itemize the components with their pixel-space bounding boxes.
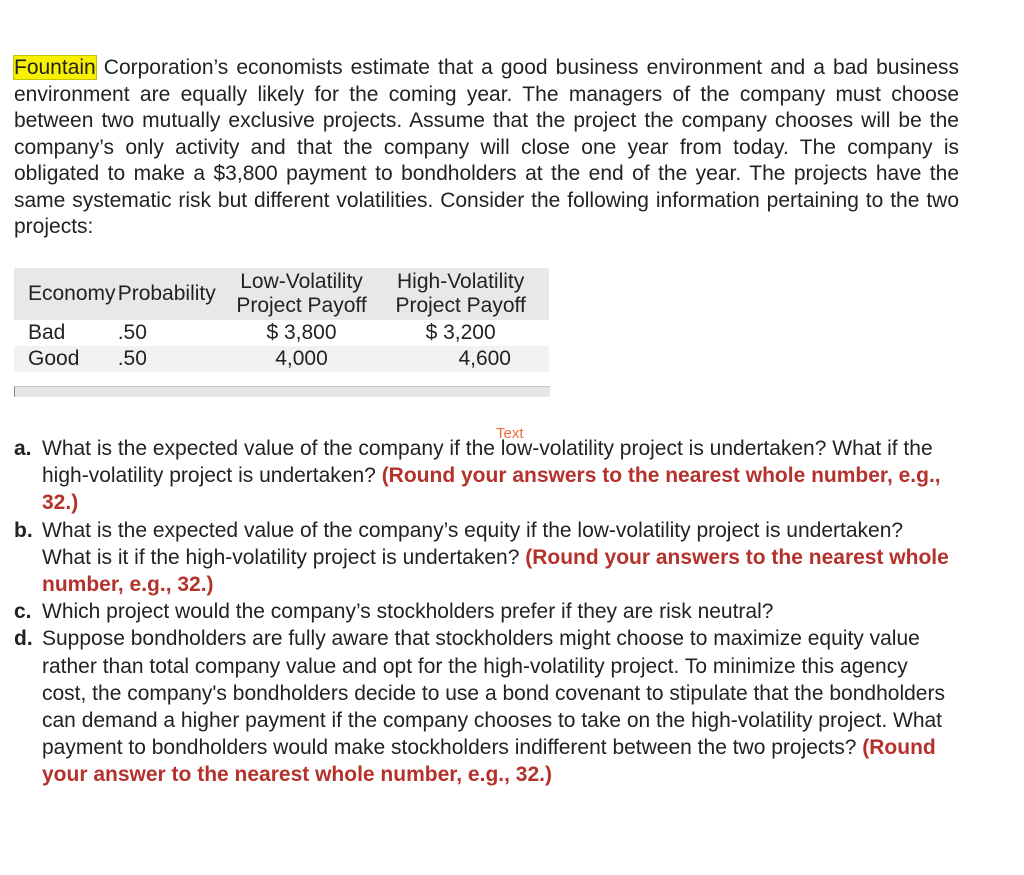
header-probability: Probability — [118, 268, 231, 320]
table-row — [14, 320, 549, 346]
cell-low-payoff: $ 3,800 — [266, 321, 337, 344]
rounding-hint: (Round your answers to the nearest whole number, e.g., 32.) — [42, 545, 949, 597]
question-letter: c. — [14, 600, 32, 624]
cell-low-payoff: 4,000 — [231, 346, 373, 372]
header-high-volatility: High-Volatility Project Payoff — [372, 268, 549, 320]
question-text: What is the expected value of the company if the low-volatility project is undertaken? What if the high-volatility project is undertaken? — [42, 437, 933, 488]
question-list — [14, 435, 954, 789]
rounding-hint: (Round your answer to the nearest whole number, e.g., 32.) — [42, 736, 936, 787]
question-letter: a. — [14, 437, 32, 460]
question-letter: b. — [14, 518, 33, 542]
problem-intro — [14, 55, 959, 241]
highlighted-word[interactable]: Fountain — [14, 56, 96, 79]
text-annotation-tag: Text — [496, 425, 524, 442]
cell-high-payoff: 4,600 — [372, 346, 549, 372]
question-b — [14, 517, 954, 599]
cell-economy: Bad — [28, 321, 66, 344]
cell-probability: .50 — [117, 321, 147, 344]
question-text: Which project would the company’s stockholders prefer if they are risk neutral? — [42, 600, 774, 624]
cell-economy: Good — [14, 346, 118, 372]
table-row — [14, 346, 549, 372]
question-c — [14, 598, 954, 625]
question-letter: d. — [14, 627, 33, 651]
intro-text: Corporation’s economists estimate that a good business environment and a bad business environment are equally likely for the coming year. The managers of the company must choose between two mutually exclusive projects. Assume that the project the company chooses will be the company’s only activity and that the company will close one year from today. The company is obligated to make a $3,800 payment to bondholders at the end of the year. The projects have the same systematic risk but different volatilities. Consider the following information pertaining to the two projects: — [14, 56, 959, 238]
rounding-hint: (Round your answers to the nearest whole number, e.g., 32.) — [42, 464, 941, 515]
question-text: Suppose bondholders are fully aware that stockholders might choose to maximize equity value rather than total company value and opt for the high-volatility project. To minimize this agency cost, the company's bondholders decide to use a bond covenant to stipulate that the bondholders can demand a higher payment if the company chooses to take on the high-volatility project. What payment to bondholders would make stockholders indifferent between the two projects? — [42, 627, 945, 760]
payoff-table — [14, 268, 549, 372]
header-economy: Economy — [14, 268, 118, 320]
header-low-volatility: Low-Volatility Project Payoff — [231, 268, 373, 320]
table-header-row — [14, 268, 549, 320]
cell-high-payoff: $ 3,200 — [425, 321, 496, 344]
question-a — [14, 435, 954, 517]
cell-probability: .50 — [118, 346, 231, 372]
table-scrollbar[interactable] — [14, 386, 550, 397]
question-d — [14, 625, 954, 788]
question-text: What is the expected value of the company’s equity if the low-volatility project is undertaken? What is it if the high-volatility project is undertaken? — [42, 518, 904, 569]
